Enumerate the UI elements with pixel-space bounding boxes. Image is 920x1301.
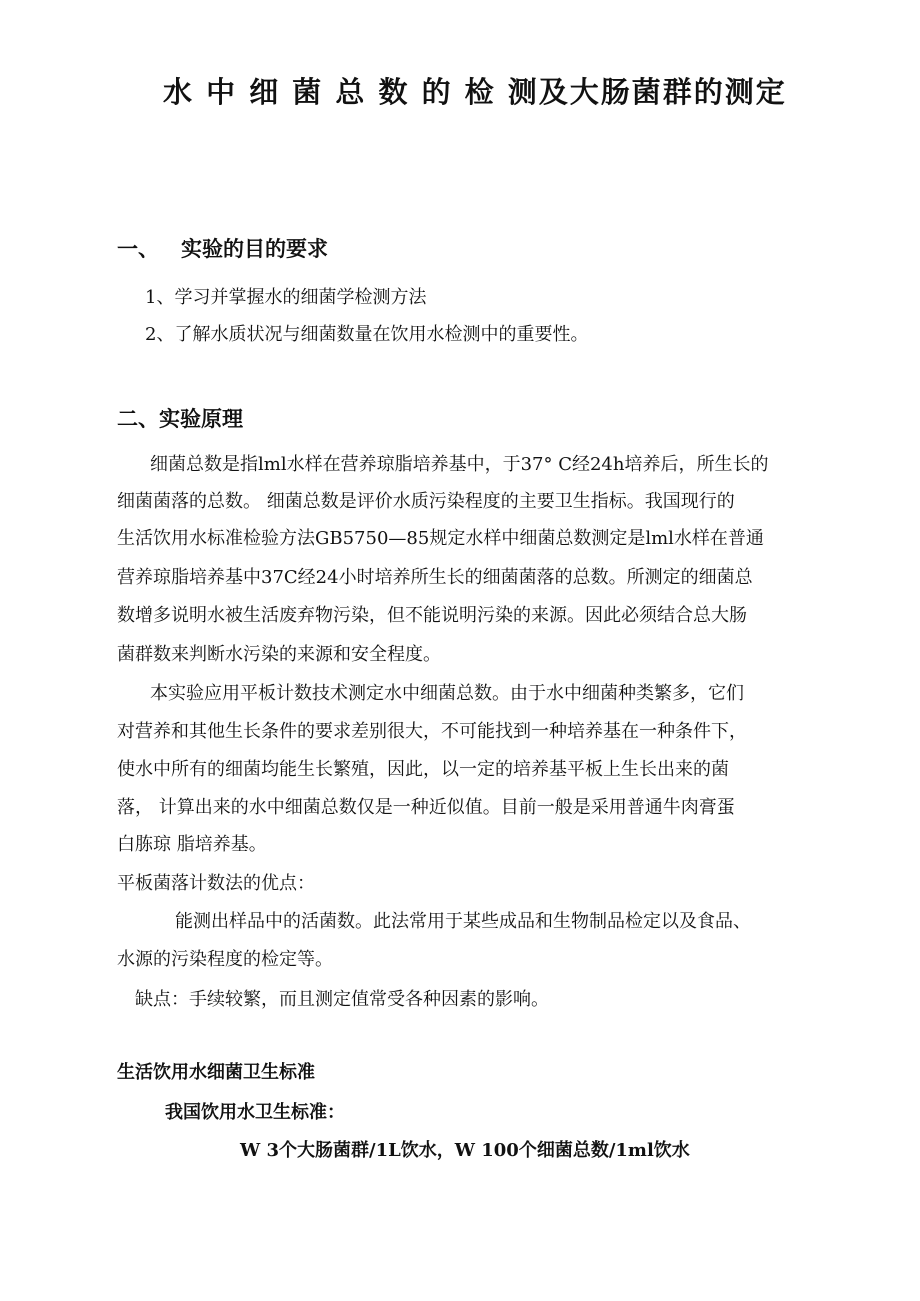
paragraph-line: 细菌菌落的总数。 细菌总数是评价水质污染程度的主要卫生指标。我国现行的: [117, 491, 735, 512]
standard-subheading: 我国饮用水卫生标准：: [165, 1102, 345, 1123]
advantage-label: 平板菌落计数法的优点：: [117, 873, 315, 894]
paragraph-line: 白胨琼 脂培养基。: [117, 834, 267, 855]
document-title: 水 中 细 菌 总 数 的 检 测及大肠菌群的测定: [163, 75, 787, 109]
paragraph-line: 使水中所有的细菌均能生长繁殖，因此，以一定的培养基平板上生长出来的菌: [117, 759, 729, 780]
paragraph-line: 生活饮用水标准检验方法GB5750—85规定水样中细菌总数测定是lml水样在普通: [117, 528, 764, 549]
disadvantage-line: 缺点：手续较繁，而且测定值常受各种因素的影响。: [135, 989, 549, 1010]
paragraph-line: 对营养和其他生长条件的要求差别很大，不可能找到一种培养基在一种条件下，: [117, 721, 747, 742]
paragraph-line: 数增多说明水被生活废弃物污染，但不能说明污染的来源。因此必须结合总大肠: [117, 605, 747, 626]
objective-item: 2、了解水质状况与细菌数量在饮用水检测中的重要性。: [145, 324, 589, 345]
standard-value: W 3个大肠菌群/1L饮水，W 100个细菌总数/1ml饮水: [240, 1140, 690, 1161]
paragraph-line: 水源的污染程度的检定等。: [117, 949, 333, 970]
paragraph-line: 能测出样品中的活菌数。此法常用于某些成品和生物制品检定以及食品、: [175, 911, 751, 932]
paragraph-line: 菌群数来判断水污染的来源和安全程度。: [117, 644, 441, 665]
section-heading-principle: 二、实验原理: [117, 407, 243, 431]
paragraph-line: 细菌总数是指lml水样在营养琼脂培养基中，于37° C经24h培养后，所生长的: [150, 454, 769, 475]
standard-heading: 生活饮用水细菌卫生标准: [117, 1062, 315, 1083]
paragraph-line: 落， 计算出来的水中细菌总数仅是一种近似值。目前一般是采用普通牛肉膏蛋: [117, 797, 735, 818]
section-title: 实验的目的要求: [181, 237, 328, 261]
section-number: 一、: [117, 237, 159, 261]
objective-item: 1、学习并掌握水的细菌学检测方法: [145, 287, 427, 308]
paragraph-line: 本实验应用平板计数技术测定水中细菌总数。由于水中细菌种类繁多，它们: [150, 683, 744, 704]
section-heading-objectives: [117, 233, 328, 263]
paragraph-line: 营养琼脂培养基中37C经24小时培养所生长的细菌菌落的总数。所测定的细菌总: [117, 567, 753, 588]
